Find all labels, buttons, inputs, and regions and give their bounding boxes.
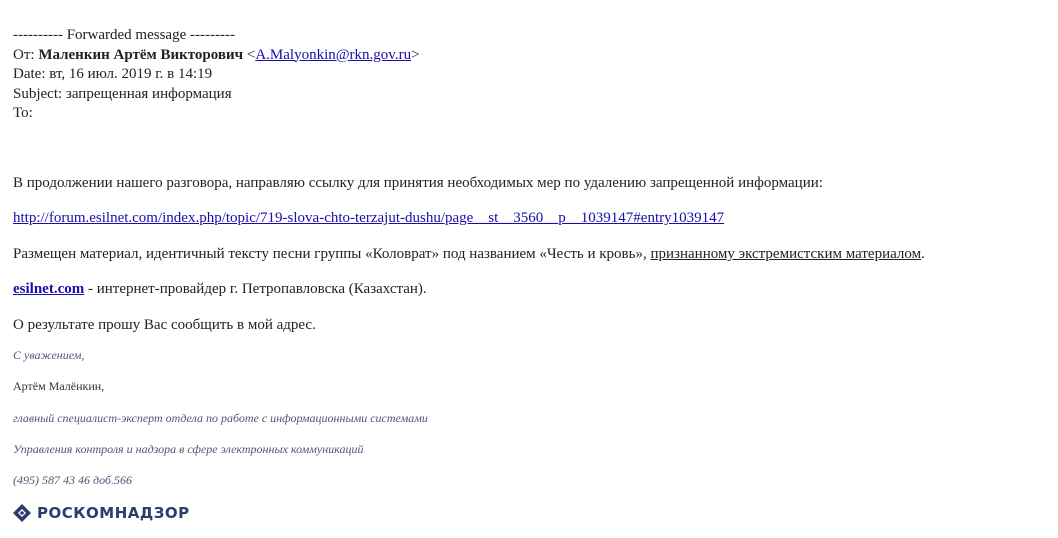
provider-text: - интернет-провайдер г. Петропавловска (Казахстан). — [84, 281, 427, 297]
roskomnadzor-emblem-icon — [13, 504, 31, 522]
date-value: вт, 16 июл. 2019 г. в 14:19 — [49, 66, 213, 82]
subject-line — [13, 85, 1048, 105]
extremist-material-link[interactable]: признанному экстремистским материалом — [650, 246, 922, 262]
date-line — [13, 65, 1048, 85]
to-line — [13, 104, 1048, 124]
signature-name: Артём Малёнкин, — [13, 379, 105, 393]
material-text: Размещен материал, идентичный тексту песни группы «Коловрат» под названием «Честь и кровь», — [13, 246, 651, 262]
signature-phone: (495) 587 43 46 доб.566 — [13, 473, 132, 487]
signature-position: главный специалист-эксперт отдела по работе с информационными системами — [13, 411, 428, 425]
subject-value: запрещенная информация — [65, 85, 232, 102]
from-line — [13, 46, 1048, 66]
provider-paragraph — [13, 280, 427, 299]
from-name: Маленкин Артём Викторович — [38, 46, 244, 63]
intro-paragraph: В продолжении нашего разговора, направляю ссылку для принятия необходимых мер по удалению запрещенной информации: — [13, 175, 823, 191]
forwarded-header — [13, 26, 1048, 124]
signature-greeting: С уважением, — [13, 348, 85, 362]
from-email-link[interactable]: A.Malyonkin@rkn.gov.ru — [255, 46, 412, 63]
forum-url-link[interactable]: http://forum.esilnet.com/index.php/topic/719-slova-chto-terzajut-dushu/page__st__3560__p__1039147#entry1039147 — [13, 210, 725, 226]
date-label: Date: — [13, 66, 46, 82]
from-open: < — [246, 46, 256, 63]
forwarded-line: ---------- Forwarded message --------- — [13, 27, 235, 43]
from-close: > — [411, 46, 420, 63]
signature-department: Управления контроля и надзора в сфере электронных коммуникаций — [13, 442, 364, 456]
provider-link[interactable]: esilnet.com — [13, 281, 85, 297]
to-label: To: — [13, 105, 33, 121]
roskomnadzor-logo — [13, 502, 190, 524]
material-end: . — [921, 246, 925, 262]
request-paragraph: О результате прошу Вас сообщить в мой адрес. — [13, 317, 316, 333]
from-label: От: — [13, 46, 35, 63]
subject-label: Subject: — [13, 85, 63, 102]
url-paragraph — [13, 209, 724, 228]
logo-wordmark: РОСКОМНАДЗОР — [37, 504, 190, 522]
material-paragraph — [13, 245, 925, 264]
